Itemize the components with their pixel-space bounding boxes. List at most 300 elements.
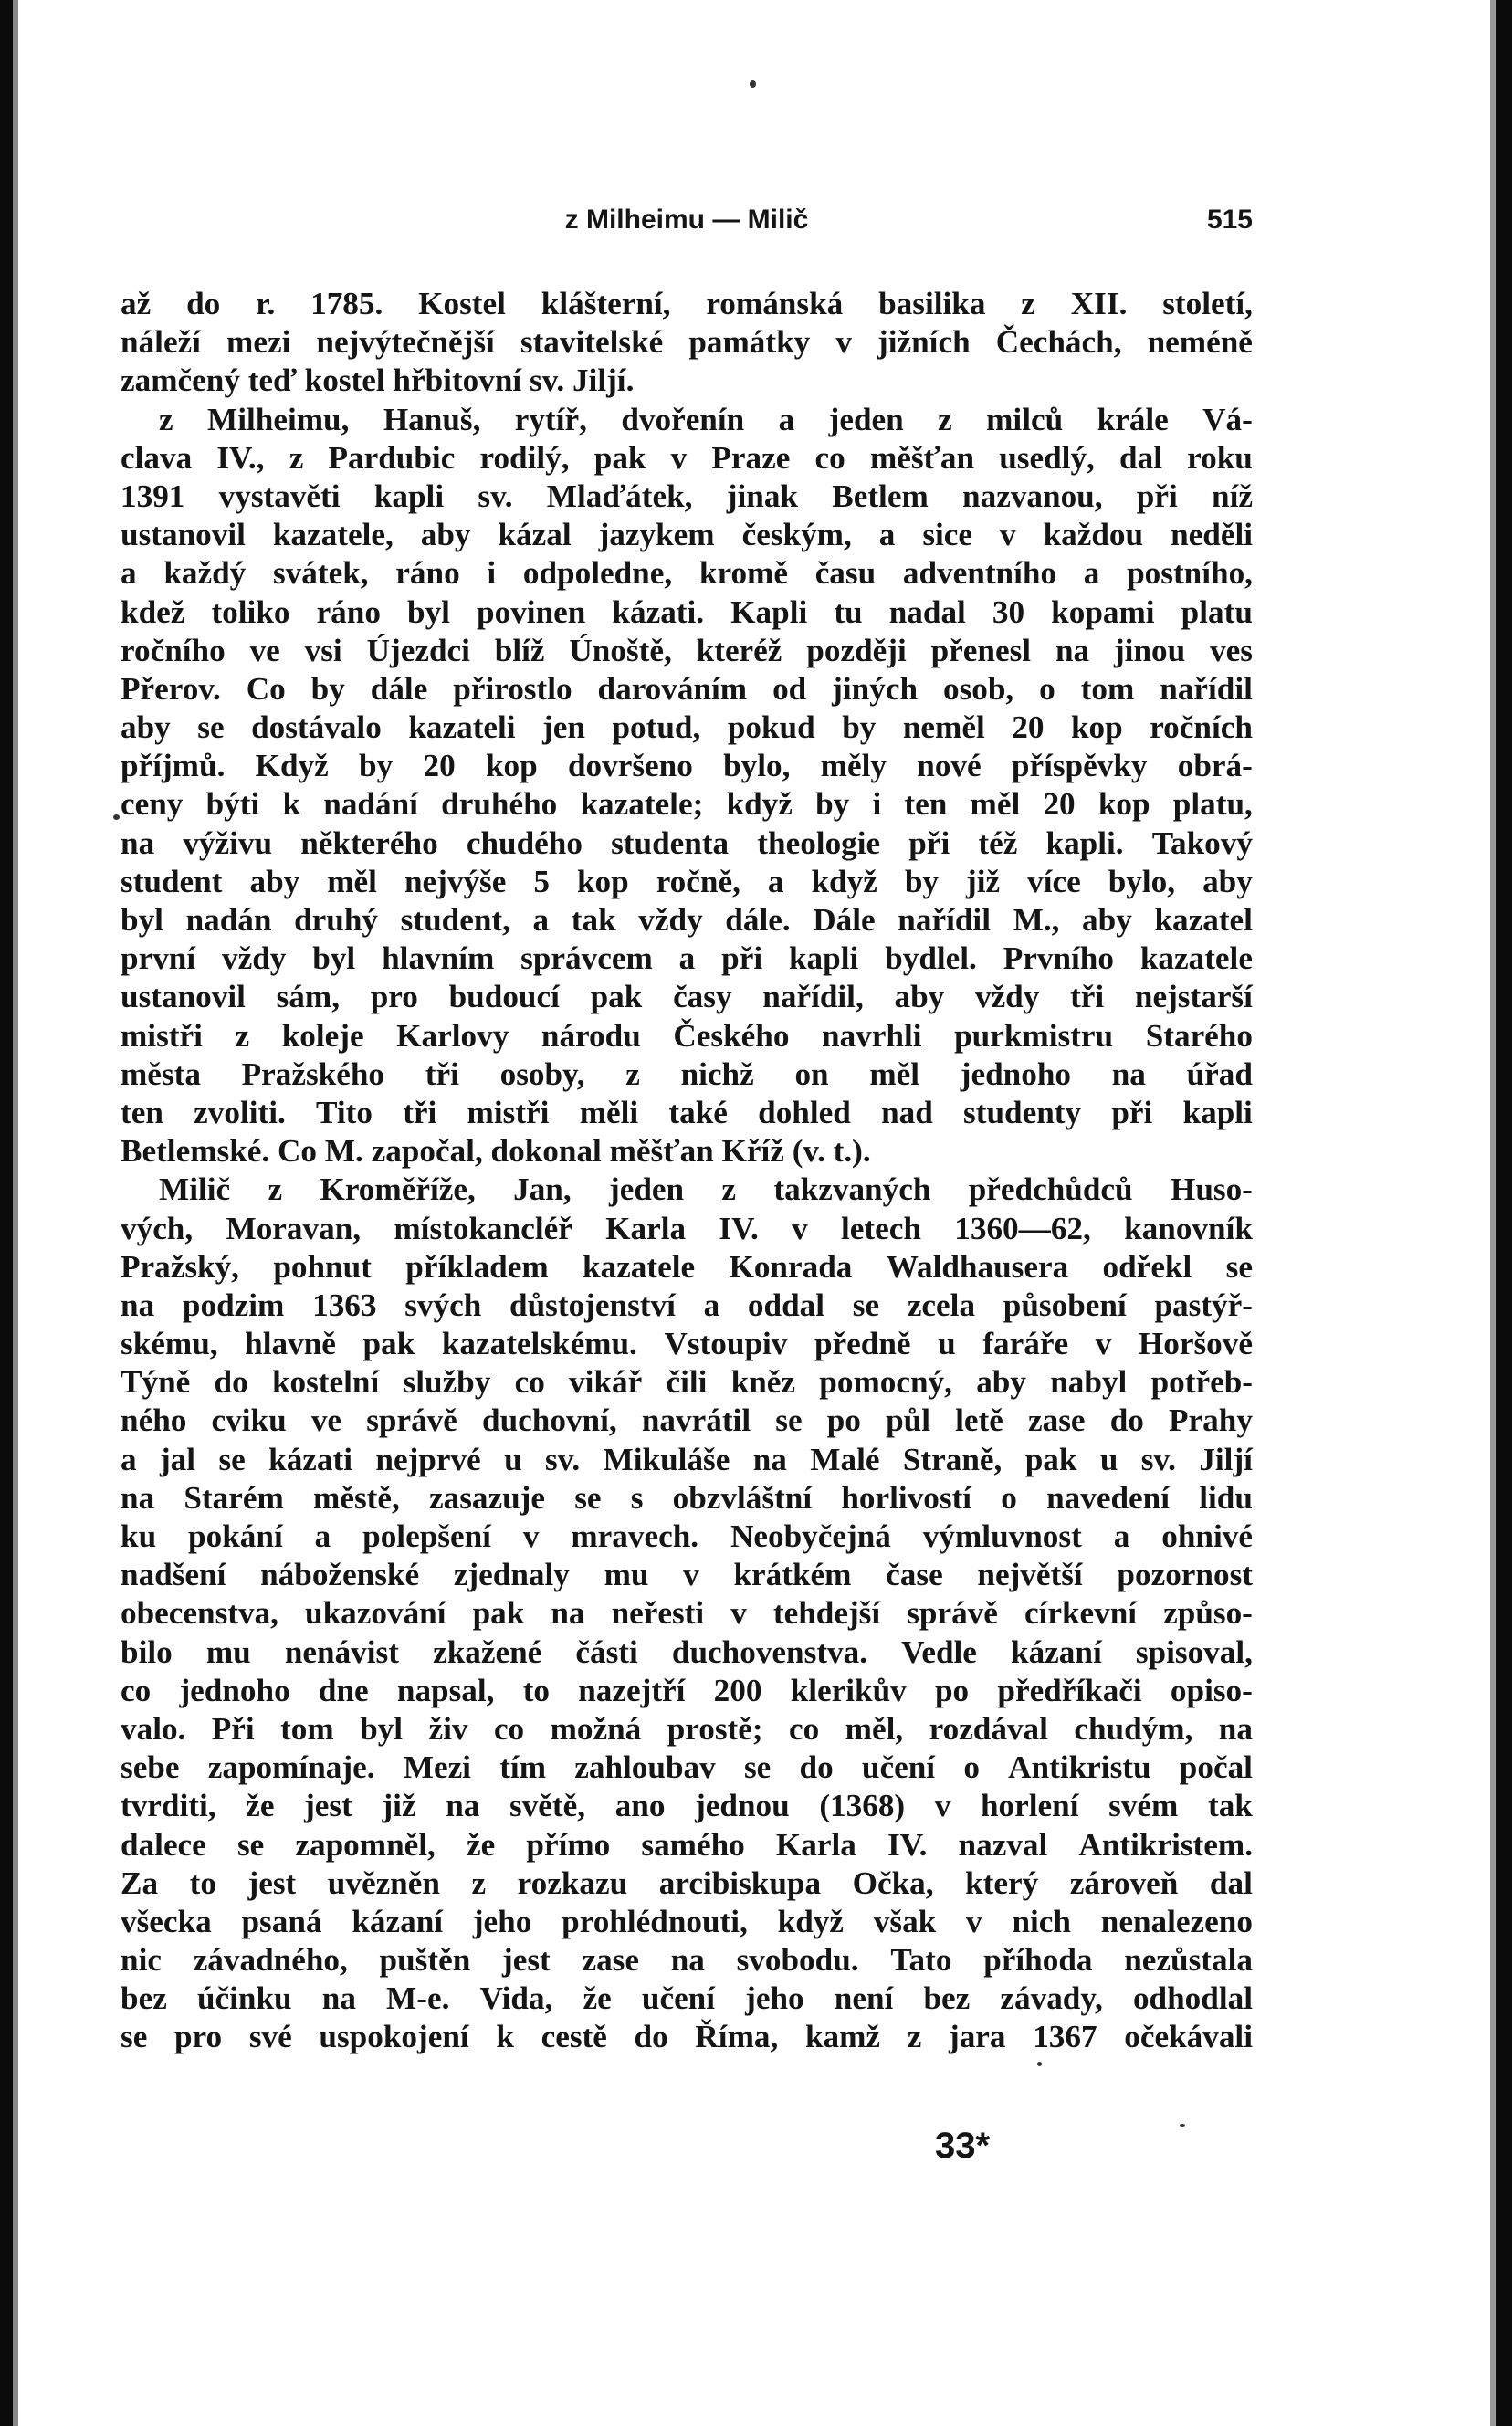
word: z [1021,286,1035,321]
word: náboženské [260,1557,420,1593]
text-line [121,1248,1253,1287]
word: zkažené [433,1633,542,1670]
word: bez [121,1980,167,2017]
word: mistři [121,1017,203,1054]
word: 20 [1043,786,1076,823]
word: tři [1070,979,1105,1015]
word: mravech. [571,1518,699,1554]
word: Týně [121,1364,191,1401]
word: zcela [907,1287,976,1323]
word: purkmistru [954,1017,1114,1054]
word: neméně [1147,324,1253,361]
word: nic [121,1942,162,1979]
word: 20 [1012,709,1045,746]
word: na [121,1479,155,1516]
word: i [487,555,497,592]
word: nazval [958,1826,1048,1863]
word: by [310,670,345,707]
word: v [792,1210,808,1246]
text-line [121,439,1253,478]
word: učení [641,1980,716,2017]
word: do [799,1749,834,1786]
word: z [471,1864,487,1901]
word: ve [310,1402,342,1439]
word: rodilý, [479,439,570,476]
text-line [121,285,1253,323]
word: napsal, [396,1672,495,1708]
text-line [121,1787,1253,1825]
word: pomocný, [819,1364,952,1401]
word: dohled [758,1094,851,1130]
word: více [1027,863,1081,899]
word: tom [1080,670,1135,707]
word: pastýř- [1154,1287,1253,1323]
word: ročně, [656,863,740,899]
word: pak [472,1595,525,1632]
word: vikář [569,1364,643,1401]
word: duchovenstva. [671,1633,868,1670]
word: navrátil [641,1402,751,1439]
word: dále [370,670,428,707]
word: jara [949,2019,1006,2055]
word: zapomněl, [295,1826,436,1863]
word: Únoště, [569,632,672,668]
word: nadal [888,593,966,630]
scan-speck [1037,2062,1042,2066]
word: měšťan [869,439,975,476]
word: u [938,1326,956,1362]
word: Tato [890,1942,952,1979]
word: Mikuláše [603,1441,730,1477]
word: (1368) [819,1788,906,1824]
word: po [826,1402,861,1439]
word: svátek, [272,555,369,592]
word: kop [1097,786,1150,823]
word: nejvýše [404,863,507,899]
word: dne [318,1672,369,1708]
word: Vá- [1202,401,1253,437]
word: na [670,1942,705,1979]
word: s [630,1479,644,1516]
word: že [246,1788,275,1824]
word: kněz [730,1364,796,1401]
word: byl [312,940,356,977]
word: se [574,1479,602,1516]
word: druhého [441,786,558,823]
word: vsi [304,632,342,668]
word: pro [173,2019,223,2055]
word: a [878,517,896,553]
text-line [121,323,1253,362]
word: na [121,824,155,861]
word: uvězněn [327,1864,440,1901]
word: na [1218,1710,1253,1747]
word: výživu [183,824,273,861]
word: Huso- [1170,1171,1253,1208]
word: účinku [196,1980,292,2017]
word: býti [205,786,260,823]
word: byl [121,902,163,938]
word: a [778,401,795,437]
word: navedení [1046,1479,1170,1516]
word: a [121,1441,137,1477]
word: klerikův [790,1672,907,1708]
word: odhodlal [1132,1980,1253,2017]
word: v [1000,517,1016,553]
word: na [1111,1055,1146,1092]
word: kop [576,863,629,899]
word: k [496,2019,514,2055]
word: rozkazu [517,1864,628,1901]
word: v [522,1518,540,1554]
word: jest [502,1942,551,1979]
word: měl [869,1055,920,1092]
word: kazatel [1154,902,1253,938]
word: milců [986,401,1064,437]
word: nadšení [121,1557,226,1593]
word: osob, [942,670,1014,707]
word: tvrditi, [121,1788,216,1824]
word: pokání [188,1518,283,1554]
word: M-e. [386,1980,450,2017]
word: učení [861,1749,936,1786]
word: se [121,2019,148,2055]
word: druhý [294,902,379,938]
word: Vstoupiv [664,1326,788,1362]
word: 30 [992,593,1025,630]
word: toliko [211,593,290,630]
word: opiso- [1170,1672,1253,1708]
word: postního, [1127,555,1253,592]
word: chudým, [1074,1710,1193,1747]
word: měl [970,786,1021,823]
word: jinou [1113,632,1186,668]
word: Prvního [1003,940,1114,977]
word: aby [894,979,945,1015]
text-line [121,632,1253,670]
word: by [842,709,877,746]
word: neměl [902,709,985,746]
word: největší [977,1557,1083,1593]
word: z [159,401,173,437]
word: Českého [673,1017,790,1054]
word: Praze [711,439,791,476]
word: se [218,1441,246,1477]
signature-mark: 33* [935,2126,991,2166]
word: sice [922,517,973,553]
word: sebe [121,1749,180,1786]
word: Za [121,1864,159,1901]
word: ten [904,786,948,823]
word: cestě [541,2019,607,2055]
word: až [121,286,152,321]
word: do [634,2019,668,2055]
word: však [873,1903,937,1939]
word: ten [121,1094,163,1130]
word: svých [404,1287,482,1323]
word: 5 [533,863,550,899]
word: tak [571,902,616,938]
word: sv. [1140,1441,1176,1477]
word: darováním [597,670,748,707]
word: Takový [1151,824,1253,861]
word: nejstarší [1134,979,1253,1015]
word: očekávali [1124,2019,1253,2055]
scan-border-right [1496,0,1512,2426]
word: krále [1097,401,1169,437]
word: Vedle [901,1633,977,1670]
word: Vida, [479,1980,553,2017]
word: kapli [373,478,445,514]
word: co [514,1364,545,1401]
running-head [121,199,1253,245]
word: když [726,786,793,823]
word: a [121,555,137,592]
word: nich [1012,1903,1071,1939]
word: počal [1179,1749,1253,1786]
word: platu, [1172,786,1253,823]
word: Kapli [730,593,808,630]
word: po [934,1672,970,1708]
text-line [121,1055,1253,1094]
word: duchovní, [482,1402,617,1439]
word: a [767,863,784,899]
word: tři [425,1055,459,1092]
word: se [236,1826,265,1863]
word: předně [814,1326,911,1362]
word: Kroměříže, [320,1171,476,1208]
word: letech [841,1210,921,1246]
word: kázal [498,517,572,553]
word: výmluvnost [922,1518,1082,1554]
word: Mezi [403,1749,471,1786]
word: Antikristem. [1078,1826,1253,1863]
word: světě, [509,1788,586,1824]
word: neřesti [611,1595,705,1632]
word: r. [256,286,276,321]
word: student, [400,902,510,938]
word: mu [604,1557,649,1593]
text-line [121,785,1253,824]
word: první [121,940,196,977]
word: prohlédnouti, [562,1903,748,1939]
word: úřad [1186,1055,1253,1092]
word: kazatelskému. [441,1326,637,1362]
word: ustanovil [121,517,246,553]
text-line [121,554,1253,593]
word: také [668,1094,728,1130]
scan-speck [750,80,756,88]
word: nařídil [898,902,991,938]
word: ráno [395,555,460,592]
word: jest [304,1788,352,1824]
word: místokancléř [394,1210,572,1246]
word: krátkém [733,1557,852,1593]
word: církevní [1024,1595,1138,1632]
word: nejvýtečnější [316,324,495,361]
word: Karla [605,1210,687,1246]
word: pak [593,439,646,476]
word: studenty [963,1094,1082,1130]
word: náleží [121,324,201,361]
word: vých, [121,1210,194,1246]
text-line [121,709,1253,747]
word: již [382,1788,416,1824]
word: navrhli [822,1017,922,1054]
word: by [904,863,939,899]
word: horlení [980,1788,1079,1824]
word: kázaní [352,1903,444,1939]
word: o [1001,1479,1017,1516]
word: aby [1082,902,1132,938]
text-line [121,516,1253,554]
text-line [121,1325,1253,1363]
word: českým, [741,517,852,553]
word: přenesl [930,632,1032,668]
text-line [121,940,1253,978]
word: jeden [608,1171,685,1208]
word: arcibiskupa [658,1864,822,1901]
word: pak [590,979,643,1015]
word: oddal [747,1287,825,1323]
word: v [966,1903,982,1939]
word: sám, [276,979,341,1015]
word: byl [407,593,450,630]
text-line [121,863,1253,901]
word: nazejtří [578,1672,686,1708]
word: jazykem [598,517,715,553]
word: své [248,2019,292,2055]
word: 200 [713,1672,762,1708]
word: nazvanou, [962,478,1103,514]
word: když [811,863,877,899]
word: na [121,1287,155,1323]
word: tu [834,593,863,630]
word: hlavním [382,940,495,977]
word: zvoliti. [194,1094,286,1130]
text-line [121,1903,1253,1941]
word: z [907,2019,922,2055]
word: města [121,1055,201,1092]
text-line [121,478,1253,516]
word: do [1109,1402,1144,1439]
word: nadán [185,902,272,938]
word: každý [163,555,247,592]
word: ročních [1150,709,1253,746]
word: aby [121,709,171,746]
word: ukazování [305,1595,446,1632]
word: nenalezeno [1100,1903,1253,1939]
word: ve [249,632,280,668]
word: jednou [695,1788,790,1824]
word: 1360—62, [954,1210,1091,1246]
word: se [197,709,225,746]
word: osoby, [499,1055,585,1092]
word: Starém [184,1479,284,1516]
word: clava [121,439,193,476]
word: basilika [878,286,986,321]
word: Neobyčejná [730,1518,891,1554]
word: zahloubav [574,1749,716,1786]
word: nabyl [1050,1364,1128,1401]
word: na [1055,632,1090,668]
word: Konrada [729,1248,853,1285]
word: Tito [316,1094,373,1130]
word: kazatele; [580,786,704,823]
word: jednoho [960,1055,1071,1092]
word: neděli [1171,517,1253,553]
word: měly [820,748,887,784]
word: Starého [1145,1017,1253,1054]
word: při [908,824,950,861]
word: měl [327,863,377,899]
word: všecka [121,1903,212,1939]
word: od [772,670,807,707]
word: že [466,1826,496,1863]
word: pro [370,979,418,1015]
word: Milheimu, [207,401,350,437]
scan-border-left [0,0,13,2426]
word: při [1136,478,1178,514]
text-line [121,1210,1253,1248]
word: dvořenín [621,401,745,437]
word: se [775,1402,803,1439]
text-line [121,1941,1253,1980]
word: svém [1108,1788,1179,1824]
word: kop [1070,709,1123,746]
word: kteréž [696,632,782,668]
word: předříkači [997,1672,1142,1708]
word: příjmů. [121,748,226,784]
word: aby [976,1364,1026,1401]
word: u [504,1441,522,1477]
word: na [446,1788,480,1824]
word: příkladem [405,1248,549,1285]
word: století, [1162,286,1253,321]
word: co [814,439,845,476]
word: též [978,824,1018,861]
word: na [551,1595,585,1632]
word: Pražského [241,1055,385,1092]
word: Při [211,1710,255,1747]
word: zasazuje [428,1479,546,1516]
word: 1363 [312,1287,377,1323]
word: kazatele, [272,517,394,553]
word: obecenstva, [121,1595,278,1632]
text-line [121,1633,1253,1672]
text-line [121,1826,1253,1864]
text-line [121,1017,1253,1055]
text-line: Betlemské. Co M. započal, dokonal měšťan Kříž (v. t.). [121,1133,871,1170]
word: u [1099,1441,1118,1477]
word: správcem [520,940,653,977]
word: Moravan, [226,1210,362,1246]
word: čili [666,1364,708,1401]
word: kop [485,748,538,784]
word: národu [541,1017,641,1054]
word: některého [300,824,438,861]
word: kázaní [1011,1633,1102,1670]
word: Hanuš, [383,401,481,437]
word: Přerov. [121,670,221,707]
word: odpoledne, [522,555,673,592]
text-line [121,1556,1253,1594]
word: části [575,1633,638,1670]
word: Horšově [1138,1326,1253,1362]
word: kapli [788,940,859,977]
word: faráře [982,1326,1069,1362]
word: nové [917,748,982,784]
